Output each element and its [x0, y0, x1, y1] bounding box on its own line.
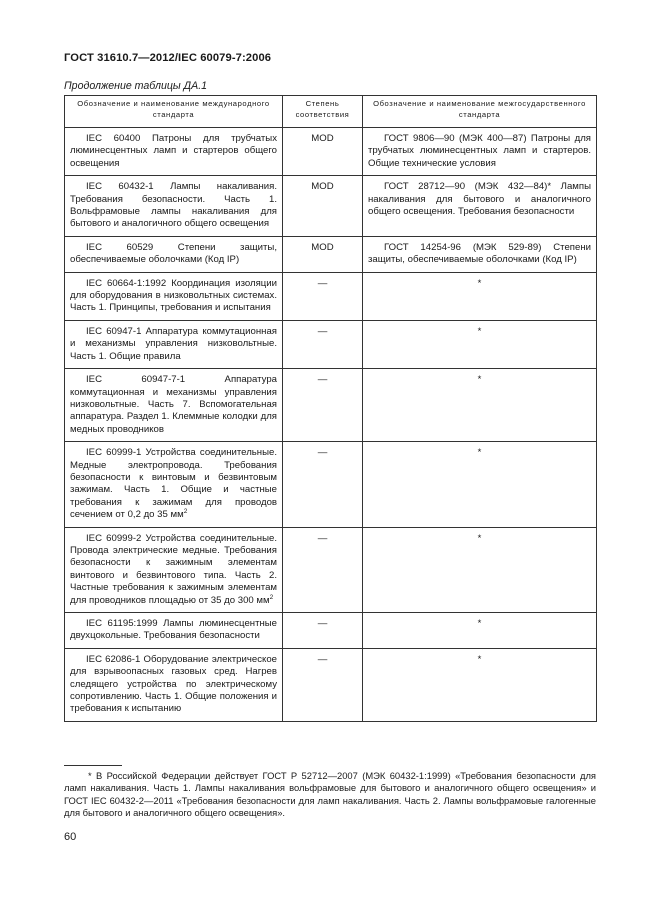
table-caption: Продолжение таблицы ДА.1	[64, 80, 208, 92]
cell-degree: —	[283, 613, 363, 649]
footnote-divider	[64, 765, 122, 766]
cell-international: IEC 61195:1999 Лампы люминесцентные двухцокольные. Требования безопасности	[65, 613, 283, 649]
table-row	[65, 320, 597, 368]
cell-degree: MOD	[283, 176, 363, 237]
cell-international	[65, 442, 283, 527]
cell-international	[65, 527, 283, 612]
cell-interstate: *	[363, 272, 597, 320]
cell-degree: —	[283, 320, 363, 368]
cell-degree: —	[283, 527, 363, 612]
footnote: * В Российской Федерации действует ГОСТ Р 52712—2007 (МЭК 60432-1:1999) «Требования безопасности для ламп накаливания. Часть 1. Лампы накаливания вольфрамовые для бытового и аналогичного общего освещения» и ГОСТ IEC 60432-2—2011 «Требования безопасности для ламп накаливания. Часть 2. Лампы вольфрамовые галогенные для бытового и аналогичного общего освещения».	[64, 770, 596, 818]
cell-interstate: ГОСТ 14254-96 (МЭК 529-89) Степени защиты, обеспечиваемые оболочками (Код IP)	[363, 236, 597, 272]
cell-international: IEC 60947-1 Аппаратура коммутационная и механизмы управления низковольтные. Часть 1. Общие правила	[65, 320, 283, 368]
cell-interstate: *	[363, 320, 597, 368]
cell-interstate: ГОСТ 9806—90 (МЭК 400—87) Патроны для трубчатых люминесцентных ламп и стартеров. Общие технические условия	[363, 128, 597, 176]
table-row	[65, 236, 597, 272]
cell-international: IEC 62086-1 Оборудование электрическое для взрывоопасных газовых сред. Нагрев следящего устройства по электрическому сопротивлению. Часть 1. Общие положения и требования к испытанию	[65, 648, 283, 721]
cell-degree: —	[283, 648, 363, 721]
table-row	[65, 272, 597, 320]
cell-interstate: *	[363, 648, 597, 721]
cell-international: IEC 60947-7-1 Аппаратура коммутационная и механизмы управления низковольтные. Часть 7. Вспомогательная аппаратура. Раздел 1. Клеммные колодки для медных проводников	[65, 369, 283, 442]
cell-international: IEC 60664-1:1992 Координация изоляции для оборудования в низковольтных системах. Часть 1. Принципы, требования и испытания	[65, 272, 283, 320]
table-row	[65, 128, 597, 176]
superscript: 2	[183, 508, 188, 516]
table-row	[65, 442, 597, 527]
cell-interstate: *	[363, 442, 597, 527]
table-row	[65, 613, 597, 649]
cell-international: IEC 60432-1 Лампы накаливания. Требования безопасности. Часть 1. Вольфрамовые лампы накаливания для бытового и аналогичного общего освещения	[65, 176, 283, 237]
cell-interstate: *	[363, 613, 597, 649]
table-row	[65, 527, 597, 612]
cell-degree: —	[283, 442, 363, 527]
cell-international-text: IEC 60999-2 Устройства соединительные. Провода электрические медные. Требования безопасности к зажимным элементам винтового и безвинтового типа. Часть 2. Частные требования к зажимным элементам для проводников площадью от 35 до 300 мм	[70, 532, 277, 606]
column-header-international: Обозначение и наименование международного стандарта	[65, 96, 283, 128]
superscript: 2	[269, 593, 274, 601]
cell-interstate: *	[363, 369, 597, 442]
page-number: 60	[64, 831, 77, 843]
cell-interstate: *	[363, 527, 597, 612]
document-header: ГОСТ 31610.7—2012/IEC 60079-7:2006	[64, 52, 272, 64]
table-row	[65, 176, 597, 237]
cell-degree: MOD	[283, 236, 363, 272]
cell-international: IEC 60400 Патроны для трубчатых люминесцентных ламп и стартеров общего освещения	[65, 128, 283, 176]
cell-degree: MOD	[283, 128, 363, 176]
table-row	[65, 648, 597, 721]
cell-interstate: ГОСТ 28712—90 (МЭК 432—84)* Лампы накаливания для бытового и аналогичного общего освещения. Требования безопасности	[363, 176, 597, 237]
standards-table	[64, 95, 597, 722]
cell-degree: —	[283, 272, 363, 320]
cell-degree: —	[283, 369, 363, 442]
table-header-row	[65, 96, 597, 128]
column-header-degree: Степень соответствия	[283, 96, 363, 128]
table-row	[65, 369, 597, 442]
cell-international: IEC 60529 Степени защиты, обеспечиваемые оболочками (Код IP)	[65, 236, 283, 272]
cell-international-text: IEC 60999-1 Устройства соединительные. Медные электропровода. Требования безопасности к винтовым и безвинтовым зажимам. Часть 1. Общие и частные требования к зажимам для проводов сечением от 0,2 до 35 мм	[70, 447, 277, 521]
column-header-interstate: Обозначение и наименование межгосударственного стандарта	[363, 96, 597, 128]
